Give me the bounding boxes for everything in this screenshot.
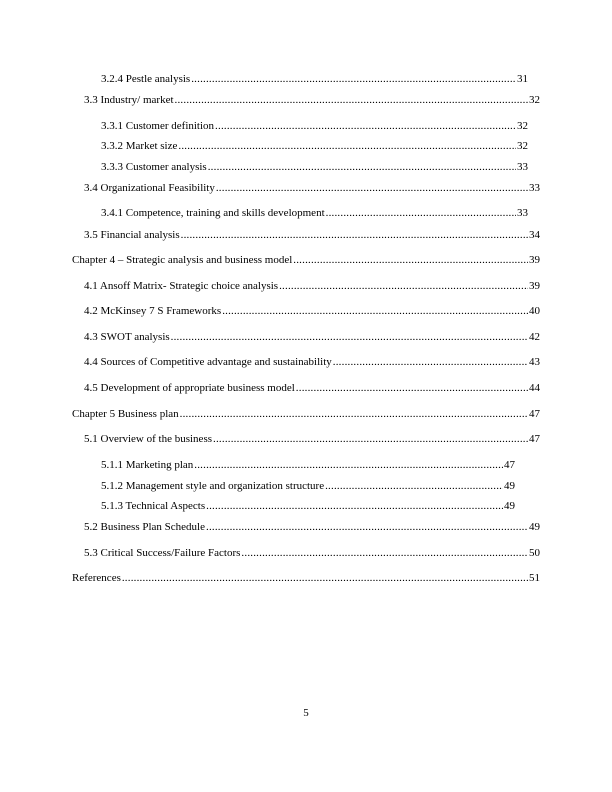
toc-entry[interactable] <box>101 500 515 513</box>
toc-entry-page: 32 <box>517 140 528 152</box>
toc-entry-title: 3.3.1 Customer definition <box>101 120 215 132</box>
toc-entry-title: 4.1 Ansoff Matrix- Strategic choice analysis <box>84 280 279 292</box>
toc-entry-title: References <box>72 572 121 584</box>
toc-entry[interactable] <box>84 521 540 534</box>
toc-entry-page: 44 <box>529 382 540 394</box>
toc-entry-title: 3.3.2 Market size <box>101 140 178 152</box>
page-number: 5 <box>303 707 309 719</box>
toc-dot-leader <box>206 521 528 534</box>
toc-entry-page: 43 <box>529 356 540 368</box>
toc-entry-title: 3.4 Organizational Feasibility <box>84 182 215 194</box>
toc-entry[interactable] <box>84 182 540 195</box>
toc-dot-leader <box>325 480 503 493</box>
toc-entry[interactable] <box>84 280 540 293</box>
toc-dot-leader <box>326 207 516 220</box>
toc-entry[interactable] <box>101 140 528 153</box>
toc-entry[interactable] <box>84 331 540 344</box>
toc-entry[interactable] <box>72 408 540 421</box>
toc-entry-title: 3.4.1 Competence, training and skills development <box>101 207 325 219</box>
toc-entry-title: 3.2.4 Pestle analysis <box>101 73 191 85</box>
toc-dot-leader <box>191 73 516 86</box>
toc-entry[interactable] <box>84 229 540 242</box>
toc-entry-title: 3.3.3 Customer analysis <box>101 161 207 173</box>
toc-entry-title: 5.2 Business Plan Schedule <box>84 521 205 533</box>
toc-entry-page: 51 <box>529 572 540 584</box>
toc-entry[interactable] <box>84 547 540 560</box>
toc-entry-page: 32 <box>529 94 540 106</box>
toc-entry-title: 5.3 Critical Success/Failure Factors <box>84 547 241 559</box>
toc-entry[interactable] <box>84 433 540 446</box>
toc-entry[interactable] <box>72 254 540 267</box>
toc-dot-leader <box>241 547 528 560</box>
toc-entry-page: 49 <box>504 480 515 492</box>
toc-entry[interactable] <box>84 94 540 107</box>
toc-entry[interactable] <box>101 73 528 86</box>
toc-entry-page: 49 <box>504 500 515 512</box>
toc-entry[interactable] <box>101 480 515 493</box>
toc-entry-page: 39 <box>529 254 540 266</box>
toc-entry-title: 5.1.1 Marketing plan <box>101 459 194 471</box>
toc-dot-leader <box>216 182 528 195</box>
toc-entry[interactable] <box>101 207 528 220</box>
toc-entry-title: 3.3 Industry/ market <box>84 94 174 106</box>
toc-entry[interactable] <box>101 161 528 174</box>
toc-entry-title: 3.5 Financial analysis <box>84 229 180 241</box>
toc-entry-page: 47 <box>529 433 540 445</box>
toc-entry[interactable] <box>72 572 540 585</box>
toc-dot-leader <box>181 229 528 242</box>
toc-dot-leader <box>175 94 528 107</box>
toc-entry-title: Chapter 5 Business plan <box>72 408 179 420</box>
toc-entry-page: 49 <box>529 521 540 533</box>
toc-entry-page: 40 <box>529 305 540 317</box>
toc-entry-page: 39 <box>529 280 540 292</box>
toc-dot-leader <box>206 500 503 513</box>
toc-entry-page: 32 <box>517 120 528 132</box>
toc-dot-leader <box>208 161 516 174</box>
toc-entry[interactable] <box>84 305 540 318</box>
toc-entry-title: 5.1 Overview of the business <box>84 433 213 445</box>
toc-entry-title: 5.1.3 Technical Aspects <box>101 500 206 512</box>
toc-dot-leader <box>194 459 503 472</box>
toc-entry-page: 33 <box>517 161 528 173</box>
toc-entry-page: 33 <box>517 207 528 219</box>
toc-entry-title: 4.5 Development of appropriate business model <box>84 382 295 394</box>
toc-entry[interactable] <box>101 459 515 472</box>
toc-entry-title: 5.1.2 Management style and organization structure <box>101 480 325 492</box>
toc-dot-leader <box>178 140 516 153</box>
toc-entry-page: 31 <box>517 73 528 85</box>
toc-dot-leader <box>222 305 528 318</box>
toc-dot-leader <box>279 280 528 293</box>
toc-entry-page: 33 <box>529 182 540 194</box>
toc-entry-page: 34 <box>529 229 540 241</box>
toc-entry-title: Chapter 4 – Strategic analysis and business model <box>72 254 293 266</box>
toc-dot-leader <box>293 254 528 267</box>
toc-entry-title: 4.2 McKinsey 7 S Frameworks <box>84 305 222 317</box>
toc-dot-leader <box>122 572 528 585</box>
toc-entry-title: 4.3 SWOT analysis <box>84 331 170 343</box>
toc-entry[interactable] <box>84 356 540 369</box>
toc-dot-leader <box>215 120 516 133</box>
toc-entry-page: 47 <box>504 459 515 471</box>
toc-entry-page: 42 <box>529 331 540 343</box>
toc-entry-page: 47 <box>529 408 540 420</box>
toc-entry-title: 4.4 Sources of Competitive advantage and sustainability <box>84 356 332 368</box>
toc-dot-leader <box>296 382 528 395</box>
toc-entry-page: 50 <box>529 547 540 559</box>
toc-entry[interactable] <box>101 120 528 133</box>
toc-entry[interactable] <box>84 382 540 395</box>
toc-dot-leader <box>333 356 528 369</box>
toc-dot-leader <box>180 408 528 421</box>
toc-dot-leader <box>171 331 528 344</box>
toc-dot-leader <box>213 433 528 446</box>
